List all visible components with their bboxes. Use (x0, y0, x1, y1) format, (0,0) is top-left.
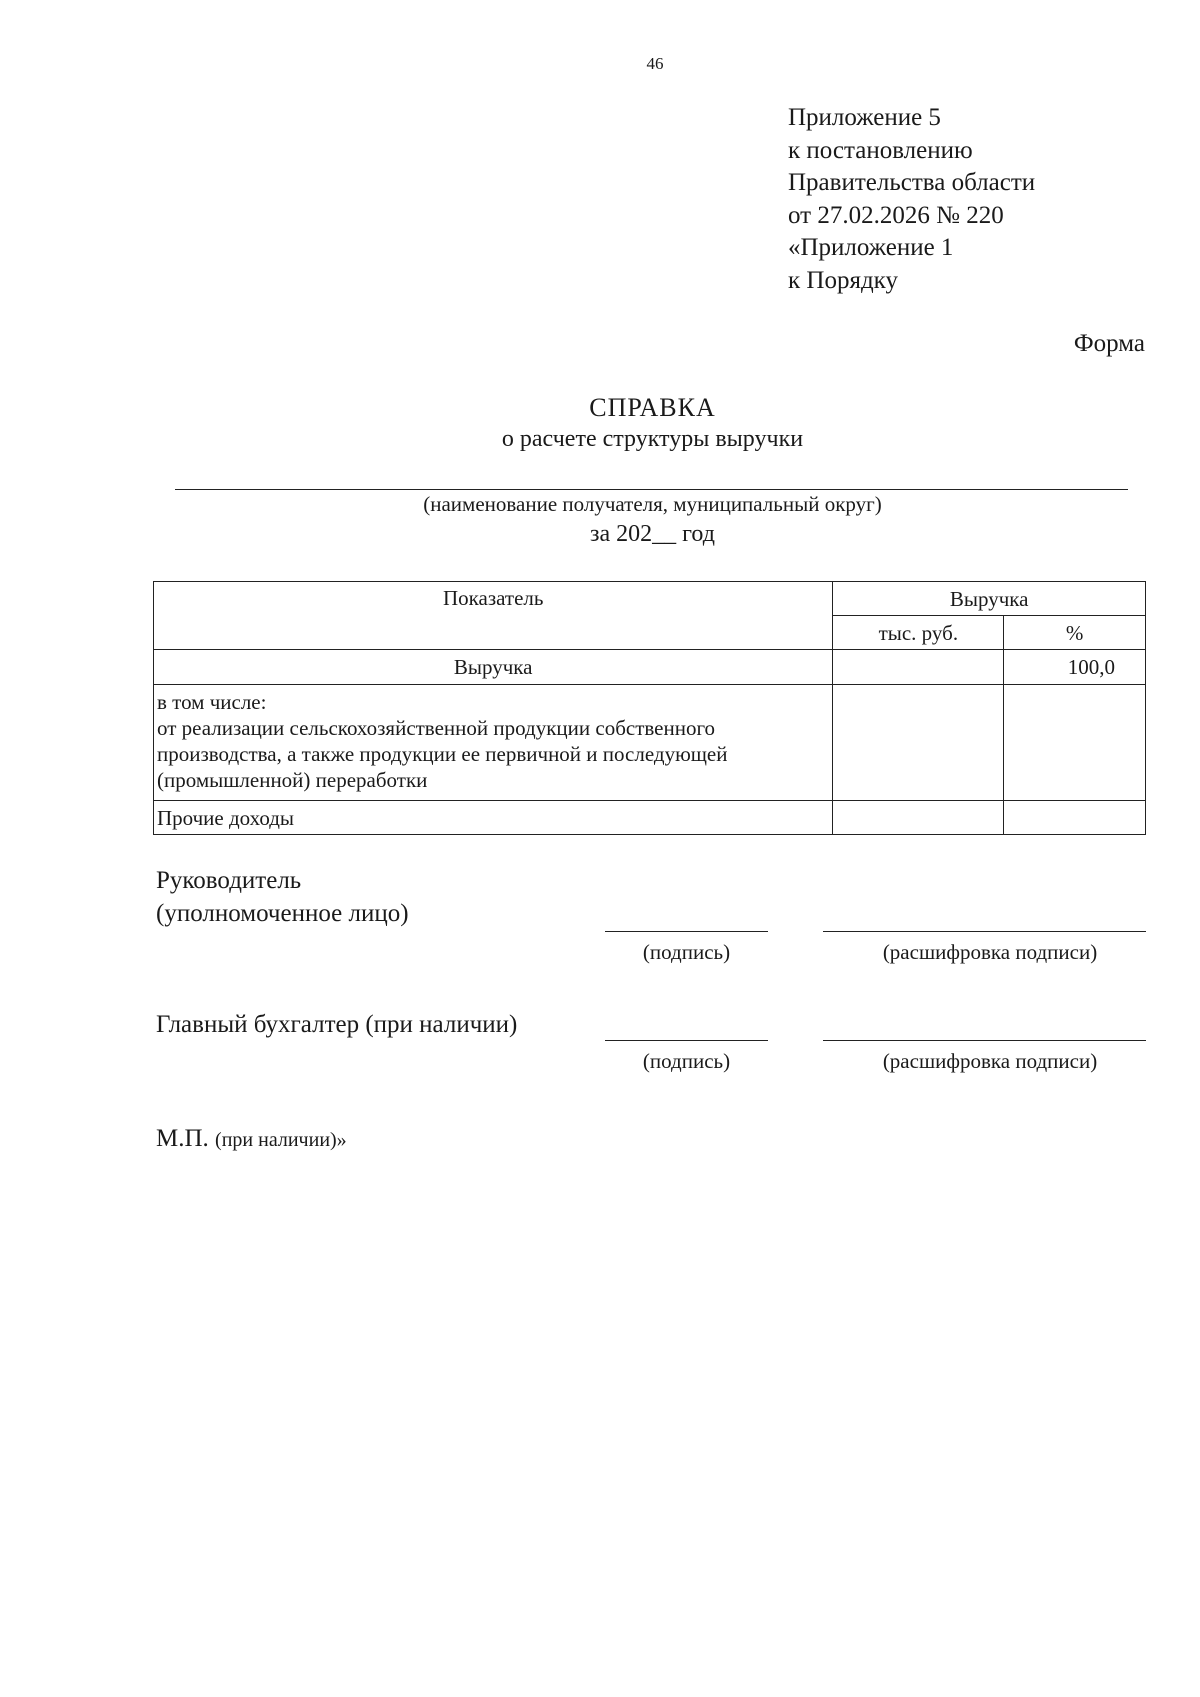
row-indicator-line: в том числе: (157, 690, 267, 714)
stamp-place (156, 1125, 347, 1153)
document-title: СПРАВКА (589, 393, 716, 422)
page-number: 46 (646, 54, 664, 73)
appendix-line: к постановлению (788, 136, 973, 164)
row-value-cell[interactable] (833, 650, 1004, 685)
appendix-block (788, 102, 1035, 297)
header-unit: тыс. руб. (833, 616, 1004, 650)
appendix-line: «Приложение 1 (788, 234, 954, 261)
row-indicator (154, 685, 833, 801)
row-indicator: Выручка (154, 650, 833, 685)
accountant-signature-caption: (подпись) (642, 1049, 731, 1073)
head-signature-line[interactable] (605, 931, 768, 932)
row-indicator-line: от реализации сельскохозяйственной продукции собственного (157, 716, 716, 740)
revenue-table (153, 581, 1146, 835)
header-percent: % (1004, 616, 1146, 650)
row-indicator: Прочие доходы (154, 801, 833, 835)
stamp-note: (при наличии)» (215, 1129, 347, 1151)
header-revenue: Выручка (833, 582, 1146, 616)
head-label-line: (уполномоченное лицо) (156, 900, 409, 927)
row-value-cell[interactable] (833, 685, 1004, 801)
row-indicator-line: (промышленной) переработки (157, 768, 428, 792)
table-header-row (154, 582, 1146, 616)
appendix-line: от 27.02.2026 № 220 (788, 201, 1004, 229)
head-decryption-line[interactable] (823, 931, 1146, 932)
recipient-name-caption: (наименование получателя, муниципальный округ) (423, 492, 882, 516)
table-row (154, 650, 1146, 685)
header-indicator: Показатель (154, 582, 833, 650)
row-value-cell[interactable] (833, 801, 1004, 835)
head-signature-label (156, 864, 409, 930)
appendix-line: Приложение 5 (788, 104, 941, 131)
appendix-line: к Порядку (788, 266, 898, 294)
head-label-line: Руководитель (156, 867, 302, 894)
row-percent-cell[interactable] (1004, 801, 1146, 835)
document-subtitle: о расчете структуры выручки (501, 426, 804, 452)
recipient-name-line[interactable] (175, 489, 1128, 490)
row-percent-cell[interactable] (1004, 685, 1146, 801)
table-row (154, 685, 1146, 801)
stamp-label: М.П. (156, 1125, 209, 1152)
row-indicator-line: производства, а также продукции ее первичной и последующей (157, 742, 728, 766)
accountant-signature-label: Главный бухгалтер (при наличии) (156, 1011, 518, 1038)
accountant-decryption-line[interactable] (823, 1040, 1146, 1041)
accountant-decryption-caption: (расшифровка подписи) (882, 1049, 1098, 1073)
appendix-line: Правительства области (788, 169, 1036, 196)
accountant-signature-line[interactable] (605, 1040, 768, 1041)
row-percent-cell: 100,0 (1004, 650, 1146, 685)
form-label: Форма (1073, 330, 1145, 357)
table-row (154, 801, 1146, 835)
head-signature-caption: (подпись) (642, 940, 731, 964)
head-decryption-caption: (расшифровка подписи) (882, 940, 1098, 964)
period-label: за 202__ год (590, 521, 715, 547)
